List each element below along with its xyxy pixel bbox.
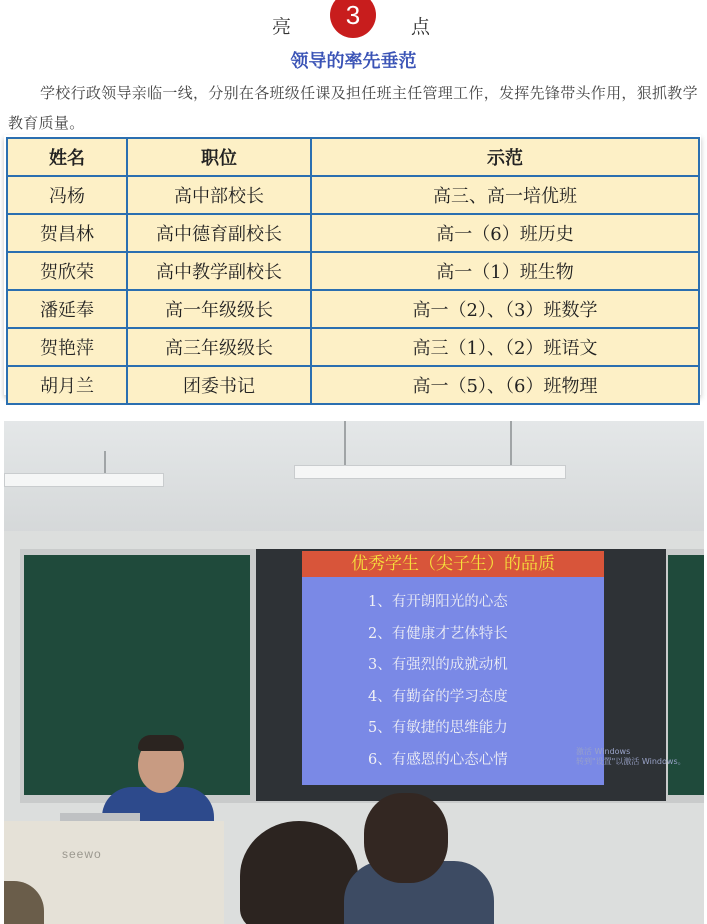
header-left-char: 亮 (272, 16, 292, 38)
cell-demonstration: 高一（1）班生物 (311, 252, 699, 290)
teacher-hair (138, 735, 184, 751)
section-header (0, 0, 707, 46)
student-head (240, 821, 358, 924)
blackboard-left (24, 555, 250, 795)
slide-item: 3、有强烈的成就动机 (368, 657, 508, 673)
cell-position: 高中部校长 (127, 176, 311, 214)
cell-name: 贺欣荣 (7, 252, 127, 290)
header-name: 姓名 (7, 138, 127, 176)
cell-name: 贺昌林 (7, 214, 127, 252)
header-demonstration: 示范 (311, 138, 699, 176)
table-row (7, 176, 699, 214)
section-subtitle: 领导的率先垂范 (290, 51, 417, 72)
table-row (7, 214, 699, 252)
cell-position: 团委书记 (127, 366, 311, 404)
classroom-photo (4, 421, 704, 924)
cell-name: 胡月兰 (7, 366, 127, 404)
cell-demonstration: 高一（6）班历史 (311, 214, 699, 252)
table-header-row (7, 138, 699, 176)
cell-name: 潘延奉 (7, 290, 127, 328)
cell-demonstration: 高一（5）、（6）班物理 (311, 366, 699, 404)
cell-position: 高中教学副校长 (127, 252, 311, 290)
leadership-table (6, 137, 700, 405)
slide-item: 4、有勤奋的学习态度 (368, 688, 508, 705)
watermark-line: 转到"设置"以激活 Windows。 (576, 757, 686, 766)
slide-item: 5、有敏捷的思维能力 (368, 720, 508, 736)
light-rod (344, 421, 346, 465)
ceiling-light (294, 465, 566, 479)
table-row (7, 252, 699, 290)
intro-paragraph: 学校行政领导亲临一线，分别在各班级任课及担任班主任管理工作，发挥先锋带头作用，狠抓教学教育质量。 (8, 84, 698, 132)
desk-brand-label: seewo (62, 847, 102, 861)
section-number-badge: 3 (330, 0, 376, 38)
slide-item: 2、有健康才艺体特长 (368, 625, 508, 642)
cell-position: 高三年级级长 (127, 328, 311, 366)
table-row (7, 366, 699, 404)
cell-name: 贺艳萍 (7, 328, 127, 366)
header-right-char: 点 (411, 16, 431, 38)
cell-position: 高中德育副校长 (127, 214, 311, 252)
table-row (7, 290, 699, 328)
cell-name: 冯杨 (7, 176, 127, 214)
slide-item-list (368, 587, 508, 776)
header-position: 职位 (127, 138, 311, 176)
slide-item: 1、有开朗阳光的心态 (368, 594, 508, 610)
slide-title: 优秀学生（尖子生）的品质 (302, 551, 604, 577)
table-row (7, 328, 699, 366)
cell-demonstration: 高三、高一培优班 (311, 176, 699, 214)
cell-demonstration: 高一（2）、（3）班数学 (311, 290, 699, 328)
ceiling-light (4, 473, 164, 487)
leadership-table-card (4, 135, 701, 395)
windows-activation-watermark (576, 747, 686, 767)
slide-item: 6、有感恩的心态心情 (368, 751, 508, 768)
watermark-line: 激活 Windows (576, 747, 631, 756)
light-rod (104, 451, 106, 475)
student-head (364, 793, 448, 883)
cell-demonstration: 高三（1）、（2）班语文 (311, 328, 699, 366)
cell-position: 高一年级级长 (127, 290, 311, 328)
presentation-slide (302, 551, 604, 785)
light-rod (510, 421, 512, 465)
